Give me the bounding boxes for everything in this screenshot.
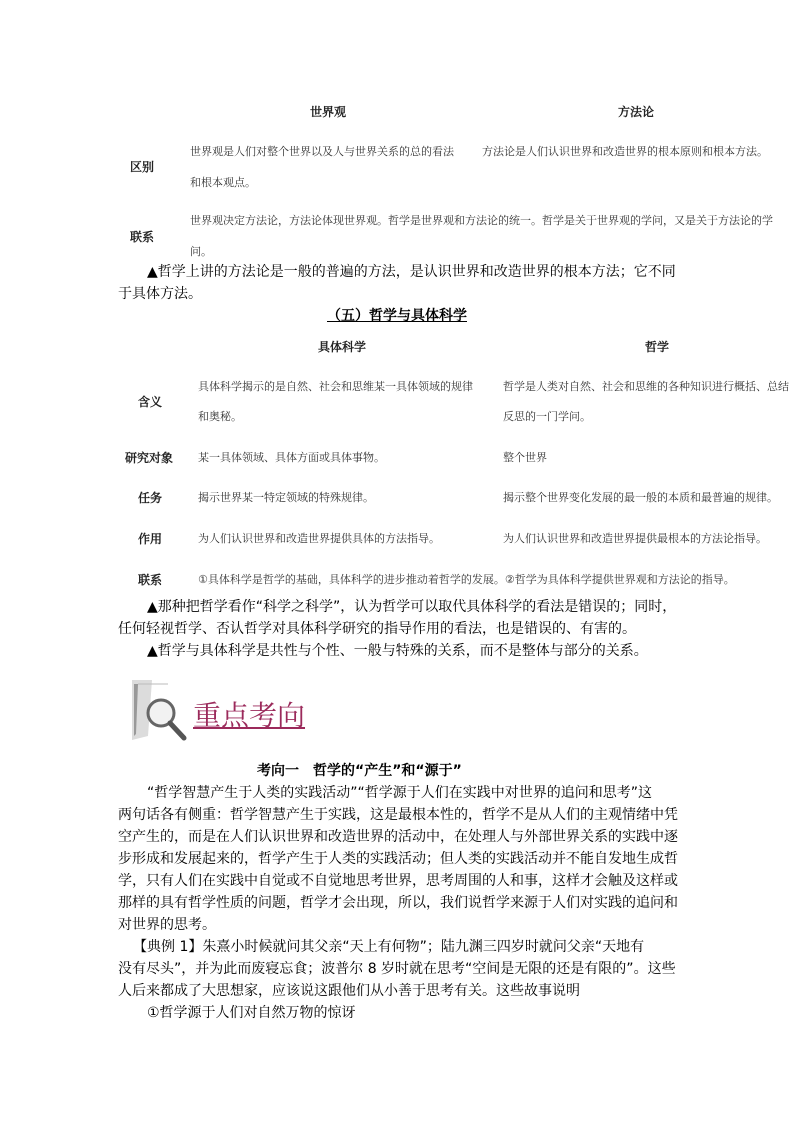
section-title: （五）哲学与具体科学 — [327, 308, 467, 324]
note-methodology-line1: ▲哲学上讲的方法论是一般的普遍的方法，是认识世界和改造世界的根本方法；它不同 — [147, 264, 676, 280]
para-line: 那样的具有哲学性质的问题，哲学才会出现，所以，我们说哲学来源于人们对实践的追问和 — [118, 895, 678, 911]
row-label-connection: 联系 — [130, 230, 155, 244]
kaoxiang-title: 考向一 哲学的“产生”和“源于” — [257, 763, 462, 779]
task-philosophy: 揭示整个世界变化发展的最一般的本质和最普遍的规律。 — [503, 491, 778, 504]
col-header-philosophy: 哲学 — [645, 340, 670, 354]
col-header-worldview: 世界观 — [310, 105, 347, 119]
row-label-meaning: 含义 — [138, 395, 163, 409]
role-science: 为人们认识世界和改造世界提供具体的方法指导。 — [198, 532, 440, 545]
option-1: ①哲学源于人们对自然万物的惊讶 — [147, 1005, 356, 1021]
magnifier-icon — [128, 676, 190, 744]
para-line: “哲学智慧产生于人类的实践活动”“哲学源于人们在实践中对世界的追问和思考”这 — [147, 785, 653, 801]
row-label-role: 作用 — [138, 532, 163, 546]
task-science: 揭示世界某一特定领域的特殊规律。 — [198, 491, 374, 504]
meaning-philosophy-line1: 哲学是人类对自然、社会和思维的各种知识进行概括、总结 — [503, 380, 789, 393]
note-methodology-line2: 于具体方法。 — [118, 286, 202, 302]
note-science-line1: ▲那种把哲学看作“科学之科学”，认为哲学可以取代具体科学的看法是错误的；同时， — [147, 599, 677, 615]
meaning-science-line2: 和奥秘。 — [198, 410, 242, 423]
connection-line2: 问。 — [190, 245, 212, 258]
diff-methodology: 方法论是人们认识世界和改造世界的根本原则和根本方法。 — [482, 145, 768, 158]
para-line: 空产生的，而是在人们认识世界和改造世界的活动中，在处理人与外部世界关系的实践中逐 — [118, 829, 678, 845]
object-science: 某一具体领域、具体方面或具体事物。 — [198, 451, 385, 464]
role-philosophy: 为人们认识世界和改造世界提供最根本的方法论指导。 — [503, 532, 767, 545]
example-line: 【典例 1】朱熹小时候就问其父亲“天上有何物”；陆九渊三四岁时就问父亲“天地有 — [133, 939, 645, 955]
para-line: 学，只有人们在实践中自觉或不自觉地思考世界，思考周围的人和事，这样才会触及这样或 — [118, 873, 678, 889]
diff-worldview-line2: 和根本观点。 — [190, 176, 256, 189]
meaning-philosophy-line2: 反思的一门学问。 — [503, 410, 591, 423]
para-line: 对世界的思考。 — [118, 917, 216, 933]
para-line: 步形成和发展起来的，哲学产生于人类的实践活动；但人类的实践活动并不能自发地生成哲 — [118, 851, 678, 867]
note-relation: ▲哲学与具体科学是共性与个性、一般与特殊的关系，而不是整体与部分的关系。 — [147, 643, 648, 659]
row-label-object: 研究对象 — [125, 451, 174, 465]
example-line: 人后来都成了大思想家，应该说这跟他们从小善于思考有关。这些故事说明 — [118, 983, 580, 999]
col-header-science: 具体科学 — [318, 340, 367, 354]
diff-worldview-line1: 世界观是人们对整个世界以及人与世界关系的总的看法 — [190, 145, 454, 158]
note-science-line2: 任何轻视哲学、否认哲学对具体科学研究的指导作用的看法，也是错误的、有害的。 — [118, 621, 636, 637]
row-label-link: 联系 — [138, 573, 163, 587]
meaning-science-line1: 具体科学揭示的是自然、社会和思维某一具体领域的规律 — [198, 380, 473, 393]
row-label-task: 任务 — [138, 491, 163, 505]
col-header-methodology: 方法论 — [618, 105, 655, 119]
link-text: ①具体科学是哲学的基础，具体科学的进步推动着哲学的发展。②哲学为具体科学提供世界观和方法论的指导。 — [198, 573, 735, 586]
object-philosophy: 整个世界 — [503, 451, 547, 464]
row-label-difference: 区别 — [130, 160, 155, 174]
para-line: 两句话各有侧重：哲学智慧产生于实践，这是最根本性的，哲学不是从人们的主观情绪中凭 — [118, 807, 678, 823]
example-line: 没有尽头”，并为此而废寝忘食；波普尔 8 岁时就在思考“空间是无限的还是有限的”。这些 — [118, 961, 676, 977]
connection-line1: 世界观决定方法论，方法论体现世界观。哲学是世界观和方法论的统一。哲学是关于世界观的学问，又是关于方法论的学 — [190, 214, 773, 227]
banner-title: 重点考向 — [193, 699, 306, 732]
